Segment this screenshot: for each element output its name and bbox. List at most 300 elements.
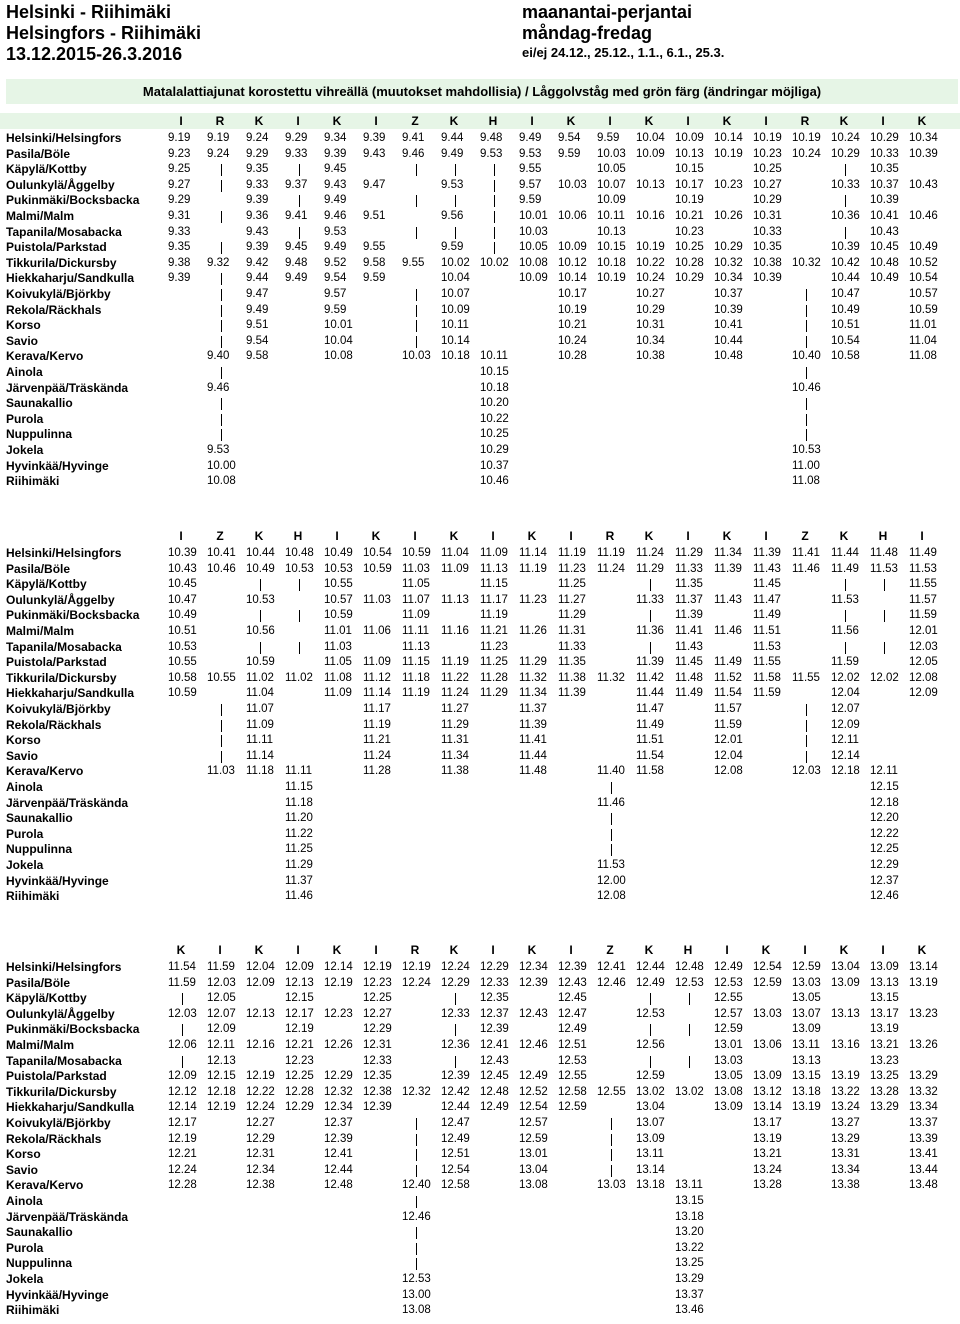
departure-time: 12.11 [870, 765, 898, 778]
table-row [0, 162, 960, 178]
departure-time: 13.18 [636, 1179, 665, 1192]
train-type: R [215, 114, 225, 128]
departure-time: 10.32 [792, 256, 821, 269]
train-type: K [254, 943, 264, 957]
departure-time: 12.38 [363, 1085, 392, 1098]
departure-time: 9.42 [246, 256, 269, 269]
station-name: Jokela [6, 858, 44, 872]
departure-time: 10.58 [168, 671, 197, 684]
pass-through-marker [884, 579, 885, 591]
table-row [0, 749, 960, 765]
table-row [0, 131, 960, 147]
table-row [0, 474, 960, 490]
departure-time: 11.44 [519, 749, 547, 762]
train-type: K [527, 529, 537, 543]
departure-time: 12.25 [363, 992, 392, 1005]
train-type: Z [606, 943, 614, 957]
table-row [0, 1178, 960, 1194]
departure-time: 10.59 [363, 562, 392, 575]
departure-time: 9.52 [324, 256, 347, 269]
departure-time: 10.43 [168, 562, 197, 575]
departure-time: 10.29 [675, 272, 704, 285]
departure-time: 12.19 [324, 976, 353, 989]
departure-time: 12.05 [909, 656, 938, 669]
departure-time: 13.13 [831, 1007, 860, 1020]
departure-time: 10.42 [831, 256, 860, 269]
departure-time: 9.44 [441, 132, 464, 144]
departure-time: 11.29 [636, 562, 664, 575]
departure-time: 13.14 [909, 961, 938, 973]
departure-time: 12.23 [324, 1007, 353, 1020]
departure-time: 10.53 [246, 593, 275, 606]
departure-time: 10.29 [714, 241, 743, 254]
table-row [0, 976, 960, 992]
departure-time: 10.18 [480, 381, 509, 394]
departure-time: 13.18 [675, 1210, 704, 1223]
departure-time: 12.48 [480, 1085, 509, 1098]
departure-time: 12.33 [363, 1054, 392, 1067]
departure-time: 12.29 [870, 859, 899, 871]
pass-through-marker [806, 398, 807, 410]
station-name: Koivukylä/Björkby [6, 1116, 111, 1130]
train-type: R [605, 529, 615, 543]
pass-through-marker [221, 429, 222, 441]
pass-through-marker [416, 289, 417, 301]
departure-time: 12.46 [597, 976, 626, 989]
departure-time: 13.31 [831, 1148, 860, 1161]
pass-through-marker [221, 211, 222, 223]
departure-time: 10.17 [675, 178, 704, 191]
table-row [0, 1054, 960, 1070]
pass-through-marker [845, 227, 846, 239]
departure-time: 13.09 [753, 1070, 782, 1083]
table-row [0, 1194, 960, 1210]
table-row [0, 546, 960, 562]
departure-time: 13.26 [909, 1039, 938, 1051]
departure-time: 10.03 [519, 225, 548, 238]
departure-time: 11.29 [558, 609, 586, 622]
departure-time: 10.55 [324, 578, 353, 591]
departure-time: 9.49 [441, 147, 464, 160]
departure-time: 10.21 [675, 210, 704, 222]
departure-time: 12.23 [285, 1054, 314, 1067]
departure-time: 9.19 [207, 132, 230, 144]
departure-time: 11.31 [558, 625, 586, 637]
pass-through-marker [299, 227, 300, 239]
departure-time: 13.17 [870, 1007, 899, 1020]
departure-time: 12.05 [207, 992, 236, 1005]
departure-time: 10.24 [831, 132, 860, 144]
departure-time: 13.25 [675, 1257, 704, 1270]
station-name: Puistola/Parkstad [6, 240, 107, 255]
departure-time: 9.58 [246, 350, 269, 363]
table-row [0, 577, 960, 593]
departure-time: 11.49 [831, 562, 859, 575]
pass-through-marker [299, 579, 300, 591]
table-row [0, 240, 960, 256]
departure-time: 12.35 [480, 992, 509, 1005]
departure-time: 12.04 [831, 687, 860, 700]
departure-time: 11.41 [675, 625, 703, 637]
departure-time: 10.13 [636, 178, 665, 191]
pass-through-marker [494, 195, 495, 207]
departure-time: 12.56 [636, 1039, 665, 1051]
station-name: Tikkurila/Dickursby [6, 255, 117, 270]
pass-through-marker [611, 829, 612, 841]
departure-time: 11.41 [792, 547, 820, 559]
departure-time: 13.28 [870, 1085, 899, 1098]
departure-time: 10.15 [597, 241, 626, 254]
station-name: Riihimäki [6, 889, 60, 904]
train-type: K [839, 529, 849, 543]
departure-time: 10.49 [870, 272, 899, 285]
table-row [0, 287, 960, 303]
train-type: I [296, 114, 300, 128]
table-row [0, 193, 960, 209]
departure-time: 12.37 [870, 874, 899, 887]
departure-time: 13.29 [909, 1070, 938, 1083]
table-row [0, 733, 960, 749]
departure-time: 11.03 [402, 562, 430, 575]
departure-time: 10.08 [207, 475, 236, 488]
pass-through-marker [650, 1056, 651, 1068]
station-name: Purola [6, 1240, 44, 1255]
departure-time: 11.24 [597, 562, 625, 575]
station-name: Malmi/Malm [6, 209, 75, 223]
pass-through-marker [806, 720, 807, 732]
departure-time: 11.27 [558, 593, 586, 606]
pass-through-marker [494, 227, 495, 239]
departure-time: 11.48 [519, 765, 547, 778]
departure-time: 10.27 [636, 288, 665, 300]
departure-time: 10.19 [792, 132, 821, 144]
station-name: Järvenpää/Träskända [6, 1209, 129, 1224]
departure-time: 13.15 [675, 1195, 704, 1207]
departure-time: 12.43 [480, 1054, 509, 1067]
station-name: Savio [6, 748, 39, 763]
departure-time: 11.32 [597, 671, 625, 684]
departure-time: 11.53 [831, 593, 859, 606]
departure-time: 13.48 [909, 1179, 938, 1192]
departure-time: 12.57 [714, 1007, 743, 1020]
departure-time: 10.49 [909, 241, 938, 254]
table-row [0, 608, 960, 624]
departure-time: 9.35 [246, 163, 269, 176]
table-row [0, 459, 960, 475]
departure-time: 13.07 [792, 1007, 821, 1020]
train-type: Z [411, 114, 419, 128]
departure-time: 9.44 [246, 272, 269, 285]
departure-time: 9.38 [168, 256, 191, 269]
departure-time: 11.24 [636, 547, 664, 559]
station-name: Pukinmäki/Bocksbacka [6, 608, 140, 623]
departure-time: 12.47 [441, 1117, 470, 1129]
departure-time: 10.14 [558, 272, 587, 285]
table-row [0, 1272, 960, 1288]
departure-time: 12.29 [246, 1132, 275, 1145]
departure-time: 11.12 [363, 671, 391, 684]
pass-through-marker [806, 751, 807, 763]
departure-time: 13.17 [753, 1117, 782, 1129]
station-name: Kerava/Kervo [6, 764, 84, 779]
table-row [0, 209, 960, 225]
departure-time: 11.23 [519, 593, 547, 606]
departure-time: 12.37 [480, 1007, 509, 1020]
departure-time: 10.09 [519, 272, 548, 285]
departure-time: 11.14 [246, 749, 274, 762]
station-name: Hyvinkää/Hyvinge [6, 458, 109, 473]
departure-time: 10.34 [909, 132, 938, 144]
departure-time: 12.59 [519, 1132, 548, 1145]
train-type: I [491, 943, 495, 957]
departure-time: 13.09 [870, 961, 899, 973]
departure-time: 13.06 [753, 1039, 782, 1051]
departure-time: 10.41 [714, 319, 743, 332]
departure-time: 11.49 [753, 609, 781, 622]
departure-time: 11.46 [714, 625, 742, 637]
station-name: Hiekkaharju/Sandkulla [6, 1100, 135, 1115]
departure-time: 12.29 [441, 976, 470, 989]
departure-time: 11.43 [753, 562, 781, 575]
train-type: K [722, 114, 732, 128]
station-name: Järvenpää/Träskända [6, 380, 129, 395]
table-row [0, 671, 960, 687]
station-name: Malmi/Malm [6, 1038, 75, 1052]
departure-time: 12.12 [168, 1085, 197, 1098]
departure-time: 10.33 [831, 178, 860, 191]
departure-time: 13.01 [714, 1039, 743, 1051]
departure-time: 9.53 [519, 147, 542, 160]
departure-time: 12.13 [207, 1054, 236, 1067]
pass-through-marker [221, 704, 222, 716]
departure-time: 10.53 [324, 562, 353, 575]
pass-through-marker [884, 610, 885, 622]
pass-through-marker [416, 164, 417, 176]
departure-time: 12.04 [246, 961, 275, 973]
departure-time: 10.29 [831, 147, 860, 160]
departure-time: 10.59 [324, 609, 353, 622]
departure-time: 9.53 [207, 444, 230, 456]
departure-time: 12.16 [246, 1039, 275, 1051]
departure-time: 12.17 [168, 1117, 197, 1129]
departure-time: 12.41 [597, 961, 626, 973]
departure-time: 11.13 [480, 562, 508, 575]
departure-time: 11.06 [363, 625, 391, 637]
table-row [0, 381, 960, 397]
departure-time: 10.05 [519, 241, 548, 254]
departure-time: 11.34 [714, 547, 742, 559]
pass-through-marker [260, 579, 261, 591]
station-name: Nuppulinna [6, 427, 72, 442]
pass-through-marker [416, 1227, 417, 1239]
departure-time: 11.38 [441, 765, 469, 778]
departure-time: 10.23 [675, 225, 704, 238]
departure-time: 11.33 [675, 562, 703, 575]
departure-time: 11.37 [285, 874, 313, 887]
station-name: Koivukylä/Björkby [6, 702, 111, 716]
departure-time: 10.44 [714, 334, 743, 347]
station-name: Koivukylä/Björkby [6, 287, 111, 301]
pass-through-marker [299, 164, 300, 176]
departure-time: 11.19 [597, 547, 625, 559]
station-name: Oulunkylä/Åggelby [6, 1006, 115, 1021]
departure-time: 11.19 [363, 718, 391, 731]
departure-time: 9.36 [246, 210, 269, 222]
departure-time: 9.39 [246, 194, 269, 207]
departure-time: 11.39 [558, 687, 586, 700]
departure-time: 11.39 [675, 609, 703, 622]
table-row [0, 655, 960, 671]
train-type: I [530, 114, 534, 128]
departure-time: 10.39 [753, 272, 782, 285]
pass-through-marker [260, 610, 261, 622]
departure-time: 13.13 [870, 976, 899, 989]
departure-time: 10.12 [558, 256, 587, 269]
station-name: Oulunkylä/Åggelby [6, 592, 115, 607]
train-type: I [608, 114, 612, 128]
departure-time: 10.04 [441, 272, 470, 285]
departure-time: 11.14 [363, 687, 391, 700]
station-name: Saunakallio [6, 811, 73, 826]
departure-time: 10.28 [558, 350, 587, 363]
pass-through-marker [221, 367, 222, 379]
train-type: Z [216, 529, 224, 543]
departure-time: 10.55 [168, 656, 197, 669]
departure-time: 11.20 [285, 812, 313, 825]
departure-time: 11.49 [675, 687, 703, 700]
departure-time: 11.21 [363, 734, 391, 747]
station-name: Järvenpää/Träskända [6, 795, 129, 810]
departure-time: 13.11 [636, 1148, 664, 1161]
departure-time: 12.48 [675, 961, 704, 973]
departure-time: 10.46 [480, 475, 509, 488]
departure-time: 12.38 [246, 1179, 275, 1192]
departure-time: 9.49 [324, 241, 347, 254]
departure-time: 12.09 [831, 718, 860, 731]
departure-time: 11.39 [636, 656, 664, 669]
departure-time: 11.01 [909, 319, 937, 332]
pass-through-marker [416, 1196, 417, 1208]
departure-time: 11.16 [441, 625, 469, 637]
train-type: I [881, 114, 885, 128]
departure-time: 10.39 [831, 241, 860, 254]
departure-time: 11.46 [792, 562, 820, 575]
departure-time: 12.46 [402, 1210, 431, 1223]
route-title-sv: Helsingfors - Riihimäki [6, 23, 202, 43]
departure-time: 12.02 [870, 671, 899, 684]
pass-through-marker [221, 398, 222, 410]
departure-time: 10.11 [480, 350, 508, 363]
departure-time: 9.39 [168, 272, 191, 285]
pass-through-marker [611, 1134, 612, 1146]
departure-time: 10.14 [441, 334, 470, 347]
departure-time: 10.19 [753, 132, 782, 144]
departure-time: 11.04 [909, 334, 937, 347]
departure-time: 9.56 [441, 210, 464, 222]
departure-time: 11.53 [870, 562, 898, 575]
departure-time: 12.00 [597, 874, 626, 887]
departure-time: 11.37 [519, 703, 547, 715]
departure-time: 12.26 [324, 1039, 353, 1051]
departure-time: 12.35 [363, 1070, 392, 1083]
departure-time: 11.15 [285, 781, 313, 793]
departure-time: 13.15 [792, 1070, 821, 1083]
departure-time: 12.53 [558, 1054, 587, 1067]
departure-time: 12.54 [519, 1101, 548, 1114]
train-type: K [254, 529, 264, 543]
departure-time: 10.18 [597, 256, 626, 269]
departure-time: 11.27 [441, 703, 469, 715]
station-name: Tapanila/Mosabacka [6, 639, 122, 654]
departure-time: 9.45 [324, 163, 347, 176]
train-type: I [725, 943, 729, 957]
departure-time: 10.14 [714, 132, 743, 144]
departure-time: 12.18 [207, 1085, 236, 1098]
departure-time: 10.53 [285, 562, 314, 575]
station-name: Rekola/Räckhals [6, 717, 102, 732]
departure-time: 10.46 [909, 210, 938, 222]
pass-through-marker [221, 320, 222, 332]
station-name: Helsinki/Helsingfors [6, 960, 122, 974]
departure-time: 10.49 [831, 303, 860, 316]
departure-time: 13.03 [714, 1054, 743, 1067]
departure-time: 12.13 [246, 1007, 275, 1020]
departure-time: 10.54 [909, 272, 938, 285]
train-type: I [764, 114, 768, 128]
departure-time: 9.39 [324, 147, 347, 160]
departure-time: 13.09 [714, 1101, 743, 1114]
departure-time: 12.31 [363, 1039, 392, 1051]
departure-time: 9.53 [480, 147, 503, 160]
departure-time: 10.31 [636, 319, 665, 332]
station-name: Tikkurila/Dickursby [6, 1084, 117, 1099]
departure-time: 12.40 [402, 1179, 431, 1192]
departure-time: 9.29 [285, 132, 308, 144]
departure-time: 11.19 [441, 656, 469, 669]
departure-time: 11.28 [480, 671, 508, 684]
departure-time: 13.21 [753, 1148, 782, 1161]
train-type: I [881, 943, 885, 957]
departure-time: 11.59 [753, 687, 781, 700]
departure-time: 12.55 [558, 1070, 587, 1083]
table-row [0, 1116, 960, 1132]
departure-time: 12.24 [441, 961, 470, 973]
departure-time: 10.02 [441, 256, 470, 269]
station-name: Pasila/Böle [6, 146, 71, 161]
departure-time: 10.29 [480, 444, 509, 456]
departure-time: 12.19 [285, 1023, 314, 1036]
departure-time: 11.38 [558, 671, 586, 684]
pass-through-marker [884, 642, 885, 654]
departure-time: 11.17 [480, 593, 508, 606]
departure-time: 11.09 [402, 609, 430, 622]
departure-time: 10.06 [558, 210, 587, 222]
departure-time: 11.09 [441, 562, 469, 575]
station-name: Helsinki/Helsingfors [6, 546, 122, 560]
station-name: Malmi/Malm [6, 624, 75, 638]
pass-through-marker [845, 610, 846, 622]
station-name: Puistola/Parkstad [6, 1069, 107, 1084]
table-row [0, 1163, 960, 1179]
departure-time: 11.31 [441, 734, 469, 747]
station-name: Käpylä/Kottby [6, 991, 87, 1006]
departure-time: 11.07 [246, 703, 274, 715]
departure-time: 11.59 [714, 718, 742, 731]
departure-time: 12.09 [285, 961, 314, 973]
departure-time: 11.34 [441, 749, 469, 762]
departure-time: 13.03 [792, 976, 821, 989]
departure-time: 10.09 [558, 241, 587, 254]
